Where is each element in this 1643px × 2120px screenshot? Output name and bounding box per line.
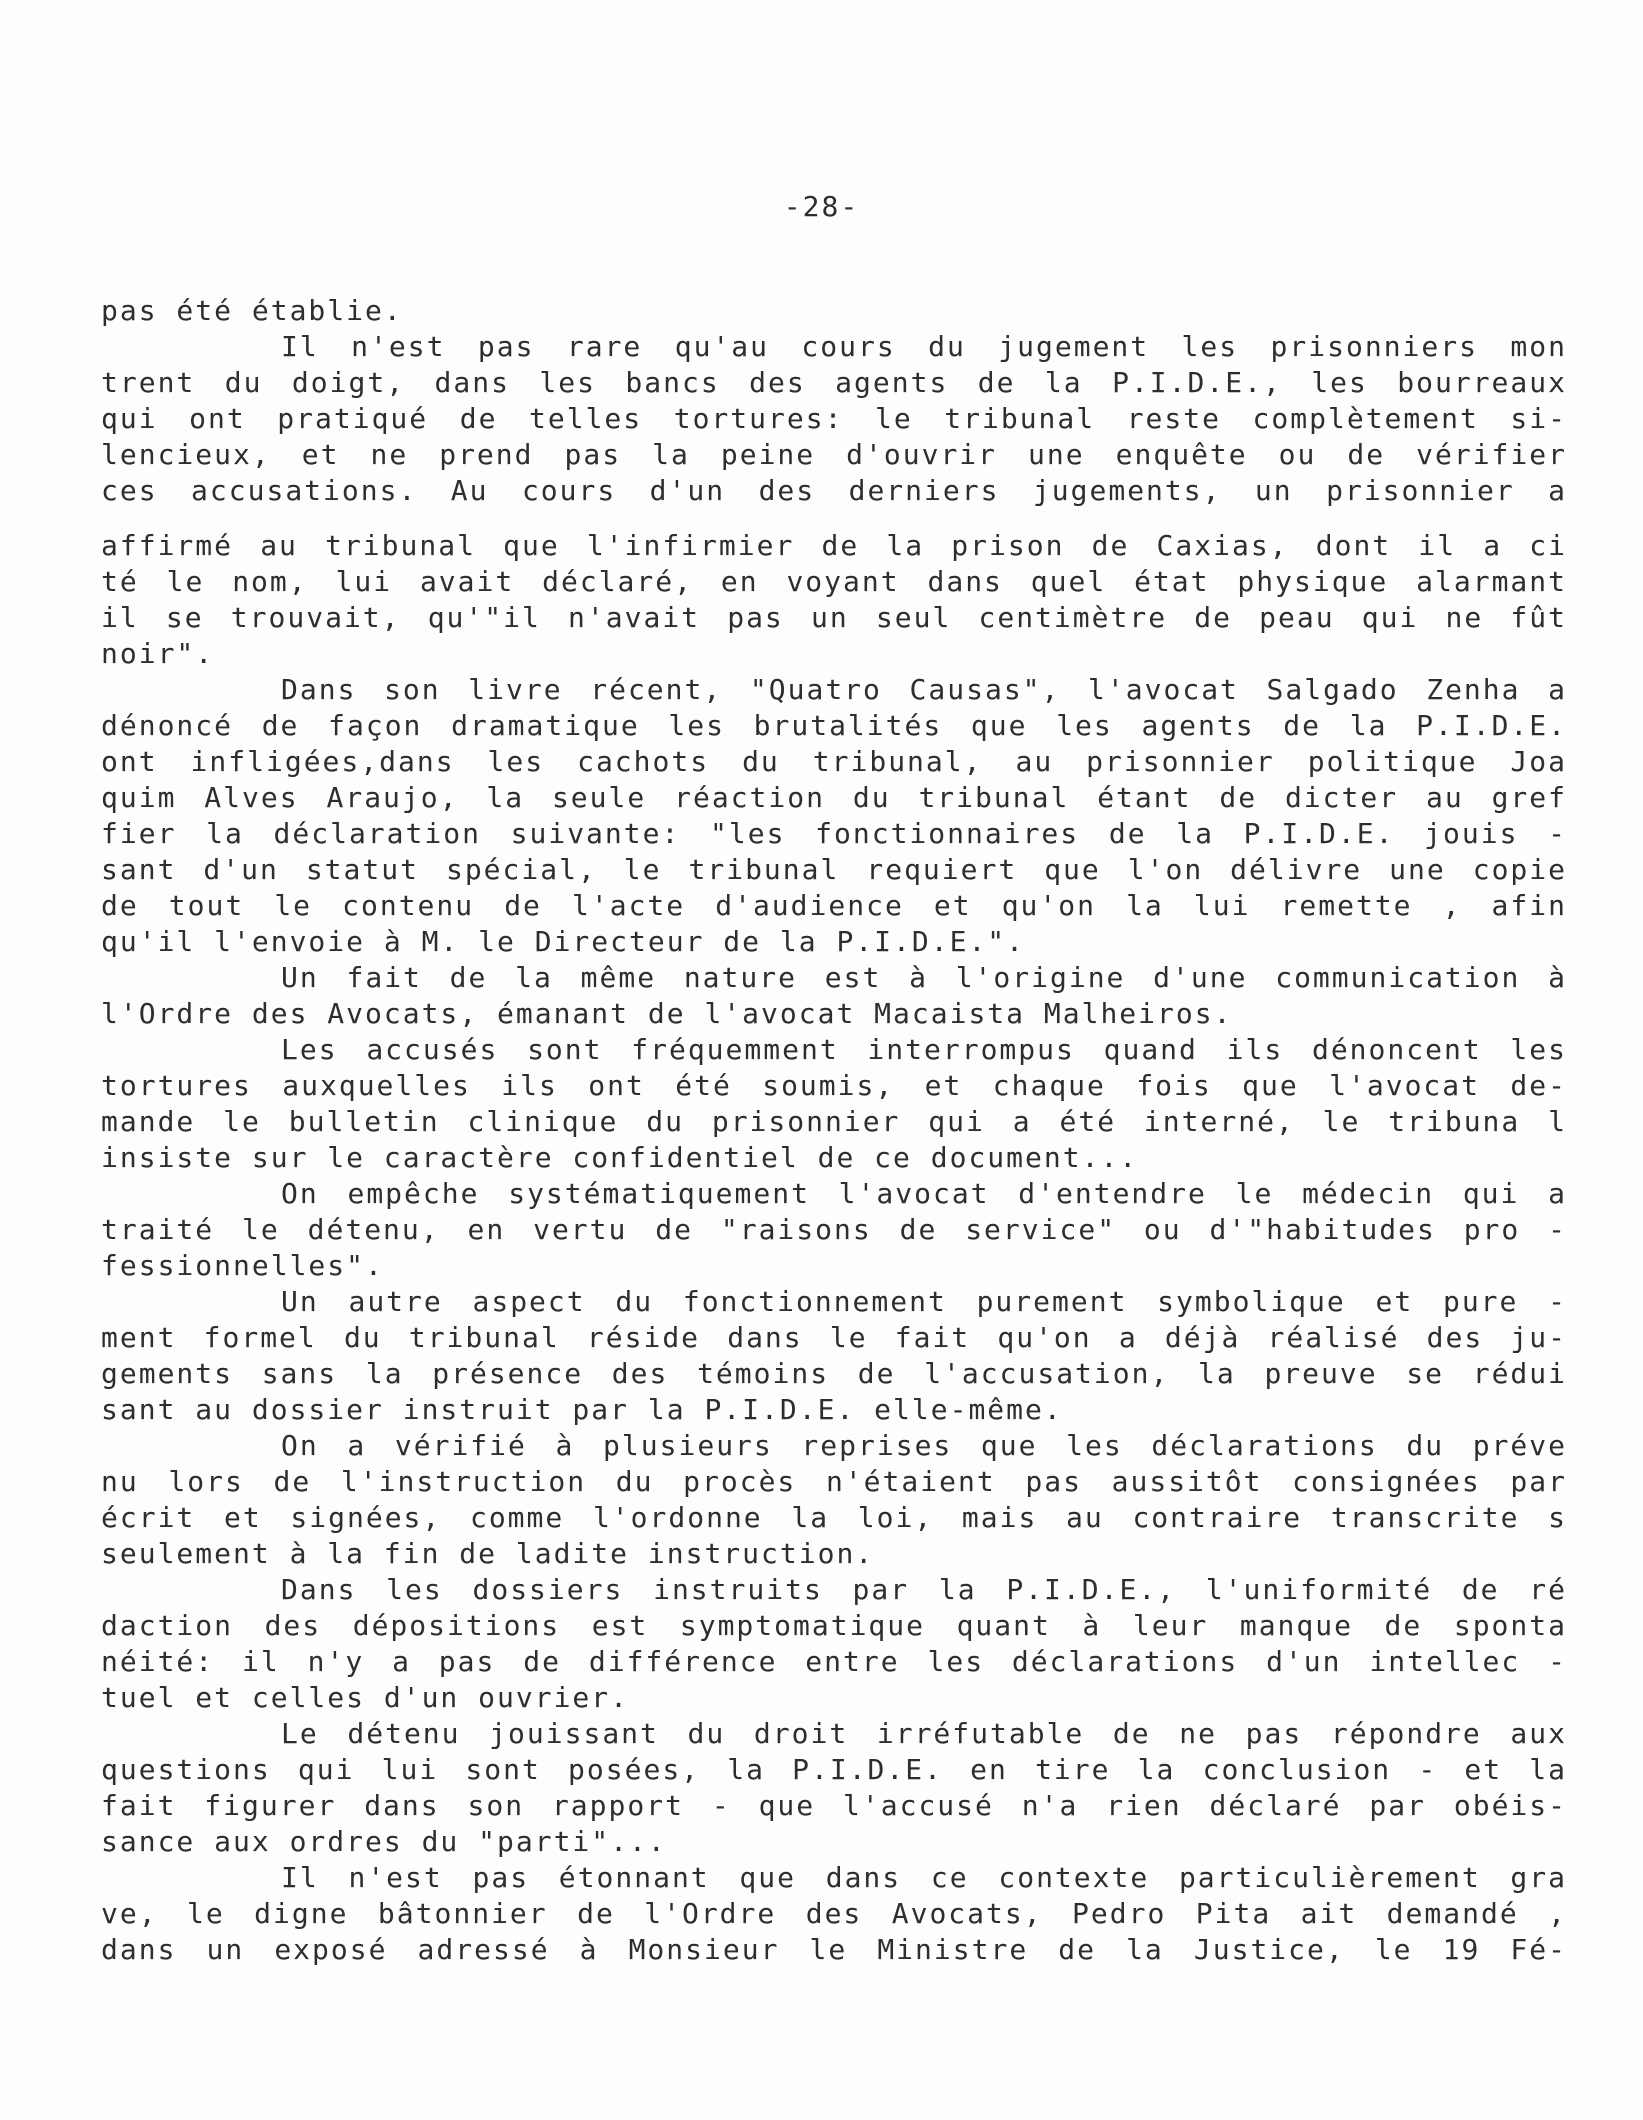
text-line: affirmé au tribunal que l'infirmier de la prison de Caxias, dont il a ci (101, 529, 1567, 562)
text-line: noir". (101, 637, 215, 670)
text-line: gements sans la présence des témoins de l'accusation, la preuve se rédui (101, 1357, 1567, 1390)
paragraph-start-line: On a vérifié à plusieurs reprises que les déclarations du préve (281, 1429, 1567, 1462)
text-line: sant d'un statut spécial, le tribunal requiert que l'on délivre une copie (101, 853, 1567, 886)
paragraph-start-line: Dans son livre récent, "Quatro Causas", l'avocat Salgado Zenha a (281, 673, 1567, 706)
text-line: sance aux ordres du "parti"... (101, 1825, 667, 1858)
text-line: daction des dépositions est symptomatique quant à leur manque de sponta (101, 1609, 1567, 1642)
paragraph-start-line: Le détenu jouissant du droit irréfutable de ne pas répondre aux (281, 1717, 1567, 1750)
text-line: il se trouvait, qu'"il n'avait pas un seul centimètre de peau qui ne fût (101, 601, 1567, 634)
text-line: quim Alves Araujo, la seule réaction du tribunal étant de dicter au gref (101, 781, 1567, 814)
text-line: dans un exposé adressé à Monsieur le Ministre de la Justice, le 19 Fé- (101, 1933, 1567, 1966)
text-line: fait figurer dans son rapport - que l'accusé n'a rien déclaré par obéis- (101, 1789, 1567, 1822)
paragraph-start-line: Un autre aspect du fonctionnement purement symbolique et pure - (281, 1285, 1567, 1318)
text-line: l'Ordre des Avocats, émanant de l'avocat Macaista Malheiros. (101, 997, 1233, 1030)
text-line: qu'il l'envoie à M. le Directeur de la P.I.D.E.". (101, 925, 1026, 958)
text-line: sant au dossier instruit par la P.I.D.E. elle-même. (101, 1393, 1063, 1426)
paragraph-start-line: Il n'est pas étonnant que dans ce contexte particulièrement gra (281, 1861, 1567, 1894)
text-line: fessionnelles". (101, 1249, 384, 1282)
paragraph-start-line: Un fait de la même nature est à l'origine d'une communication à (281, 961, 1567, 994)
text-line: pas été établie. (101, 294, 403, 327)
text-line: néité: il n'y a pas de différence entre les déclarations d'un intellec - (101, 1645, 1567, 1678)
text-line: qui ont pratiqué de telles tortures: le tribunal reste complètement si- (101, 402, 1567, 435)
text-line: questions qui lui sont posées, la P.I.D.E. en tire la conclusion - et la (101, 1753, 1567, 1786)
text-line: dénoncé de façon dramatique les brutalités que les agents de la P.I.D.E. (101, 709, 1567, 742)
text-line: nu lors de l'instruction du procès n'étaient pas aussitôt consignées par (101, 1465, 1567, 1498)
text-line: traité le détenu, en vertu de "raisons de service" ou d'"habitudes pro - (101, 1213, 1567, 1246)
text-line: ces accusations. Au cours d'un des derniers jugements, un prisonnier a (101, 474, 1567, 507)
text-line: ment formel du tribunal réside dans le fait qu'on a déjà réalisé des ju- (101, 1321, 1567, 1354)
paragraph-start-line: Il n'est pas rare qu'au cours du jugement les prisonniers mon (281, 330, 1567, 363)
paragraph-start-line: On empêche systématiquement l'avocat d'entendre le médecin qui a (281, 1177, 1567, 1210)
text-line: tuel et celles d'un ouvrier. (101, 1681, 630, 1714)
text-line: insiste sur le caractère confidentiel de ce document... (101, 1141, 1139, 1174)
text-line: tortures auxquelles ils ont été soumis, et chaque fois que l'avocat de- (101, 1069, 1567, 1102)
text-line: lencieux, et ne prend pas la peine d'ouvrir une enquête ou de vérifier (101, 438, 1567, 471)
text-line: ve, le digne bâtonnier de l'Ordre des Avocats, Pedro Pita ait demandé , (101, 1897, 1567, 1930)
text-line: de tout le contenu de l'acte d'audience et qu'on la lui remette , afin (101, 889, 1567, 922)
text-line: ont infligées,dans les cachots du tribunal, au prisonnier politique Joa (101, 745, 1567, 778)
paragraph-start-line: Les accusés sont fréquemment interrompus quand ils dénoncent les (281, 1033, 1567, 1066)
page-number: -28- (783, 190, 860, 223)
paragraph-start-line: Dans les dossiers instruits par la P.I.D.E., l'uniformité de ré (281, 1573, 1567, 1606)
text-line: mande le bulletin clinique du prisonnier qui a été interné, le tribuna l (101, 1105, 1567, 1138)
text-line: fier la déclaration suivante: "les fonctionnaires de la P.I.D.E. jouis - (101, 817, 1567, 850)
text-line: écrit et signées, comme l'ordonne la loi, mais au contraire transcrite s (101, 1501, 1567, 1534)
text-line: seulement à la fin de ladite instruction. (101, 1537, 875, 1570)
text-line: trent du doigt, dans les bancs des agents de la P.I.D.E., les bourreaux (101, 366, 1567, 399)
text-line: té le nom, lui avait déclaré, en voyant dans quel état physique alarmant (101, 565, 1567, 598)
document-body (101, 293, 1567, 1968)
